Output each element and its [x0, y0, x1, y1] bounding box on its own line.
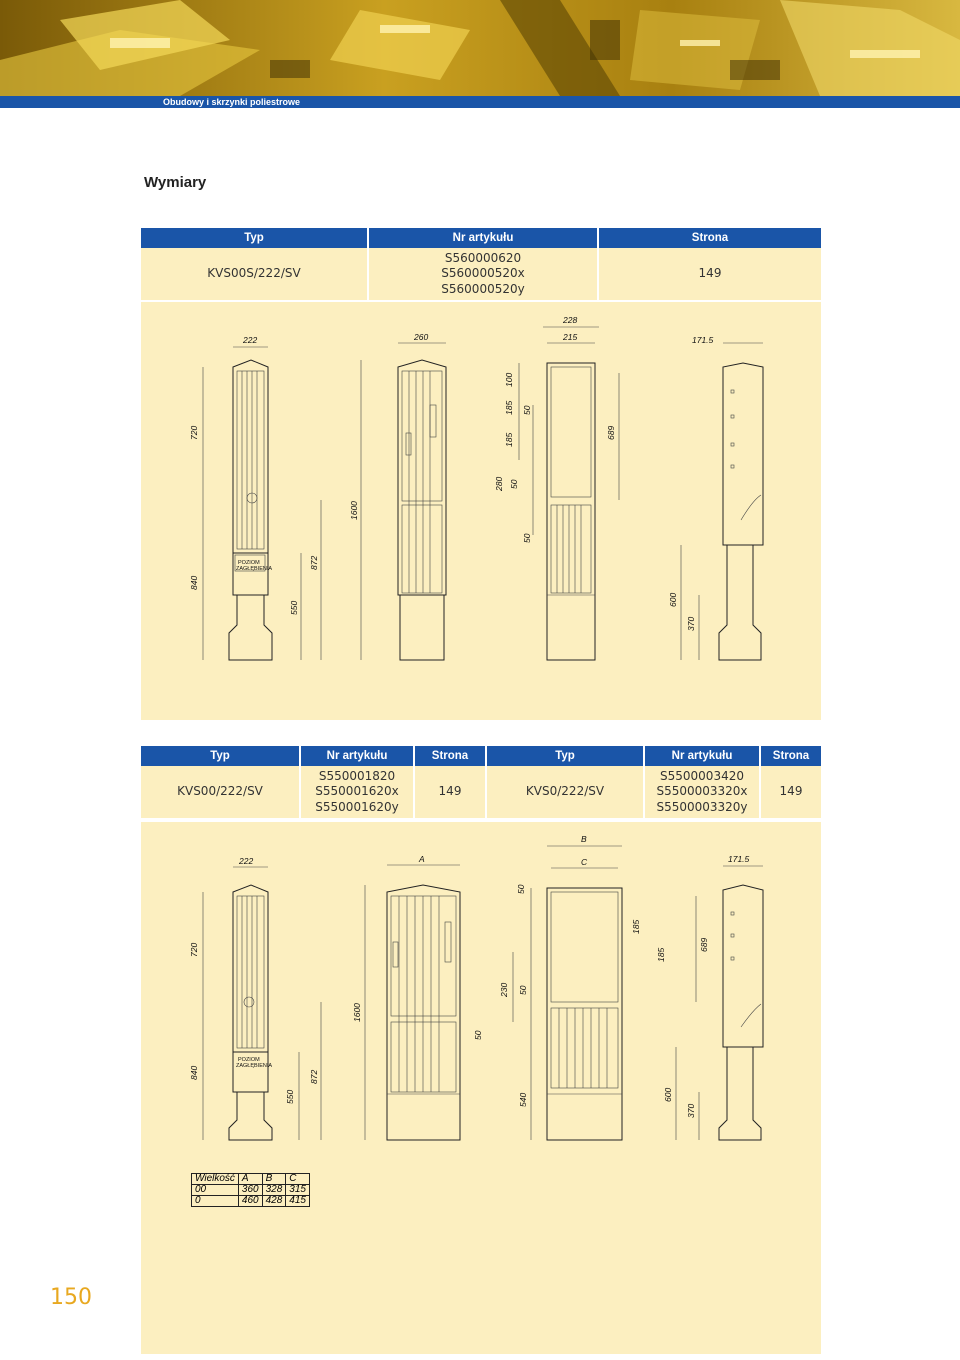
cell-typ: KVS0/222/SV [486, 766, 644, 819]
dim-label: 872 [309, 555, 319, 570]
dim-label: 185 [504, 432, 514, 447]
cell-articles [644, 766, 760, 819]
sizes-cell: 415 [286, 1196, 310, 1207]
dim-label: 540 [518, 1092, 528, 1107]
cabinet-front-view [229, 360, 272, 660]
cell-strona: 149 [414, 766, 486, 819]
col-header-nr-artykulu: Nr artykułu [300, 746, 414, 766]
sizes-table [191, 1173, 310, 1207]
label-line: ZAGŁĘBIENIA [236, 566, 273, 572]
dim-label: 50 [473, 1030, 483, 1040]
dim-label: 222 [243, 335, 258, 345]
cell-articles [368, 248, 598, 301]
technical-drawing-1 [141, 305, 821, 720]
spec-table-2 [141, 746, 821, 820]
label-line: POZIOM [238, 560, 260, 566]
dim-label: 840 [189, 1065, 199, 1080]
article-number: S560000620 [444, 250, 522, 265]
dim-label: 185 [656, 947, 666, 962]
cell-articles [300, 766, 414, 819]
cabinet-open-view [547, 888, 622, 1140]
label-line: POZIOM [238, 1057, 260, 1063]
dim-label: 720 [189, 942, 199, 957]
page-number: 150 [50, 1285, 92, 1310]
cell-strona: 149 [760, 766, 821, 819]
dim-label: 185 [631, 919, 641, 934]
col-header-strona: Strona [414, 746, 486, 766]
spec-table-1 [141, 228, 821, 302]
col-header-strona: Strona [598, 228, 821, 248]
col-header-nr-artykulu: Nr artykułu [644, 746, 760, 766]
cell-strona: 149 [598, 248, 821, 301]
sizes-cell: 328 [262, 1185, 286, 1196]
dim-label: 171.5 [692, 335, 714, 345]
dim-label: 1600 [349, 501, 359, 520]
sizes-header: Wielkość [192, 1174, 239, 1185]
sizes-header: A [238, 1174, 262, 1185]
dim-label: 550 [289, 600, 299, 615]
sizes-cell: 428 [262, 1196, 286, 1207]
dim-label: 280 [494, 476, 504, 491]
dim-label: 50 [522, 405, 532, 415]
col-header-typ: Typ [141, 746, 300, 766]
dim-label: 689 [699, 937, 709, 952]
sizes-header: C [286, 1174, 310, 1185]
header-photo-banner [0, 0, 960, 96]
dim-label: 370 [686, 1103, 696, 1118]
section-bar [0, 96, 960, 108]
dim-label: 50 [509, 479, 519, 489]
dim-label: C [581, 857, 588, 867]
dim-label: 50 [522, 533, 532, 543]
dim-label: 185 [504, 400, 514, 415]
dim-label: 689 [606, 425, 616, 440]
article-number: S550001620x [315, 784, 399, 799]
article-number: S550001820 [318, 768, 396, 783]
sizes-header: B [262, 1174, 286, 1185]
sizes-cell: 0 [192, 1196, 239, 1207]
dim-label: 840 [189, 575, 199, 590]
article-number: S5500003320x [656, 784, 748, 799]
dim-label: 720 [189, 425, 199, 440]
dim-label: 171.5 [728, 854, 750, 864]
sizes-cell: 460 [238, 1196, 262, 1207]
cell-typ: KVS00S/222/SV [141, 248, 368, 301]
cabinet-side-view [398, 360, 446, 660]
dim-label: 872 [309, 1069, 319, 1084]
dim-label: 600 [663, 1087, 673, 1102]
article-number: S5500003420 [660, 768, 744, 783]
col-header-typ: Typ [486, 746, 644, 766]
cabinet-profile-view [719, 885, 763, 1140]
article-number: S550001620y [315, 799, 399, 814]
dim-label: B [581, 834, 587, 844]
article-number: S560000520y [441, 281, 525, 296]
dim-label: 370 [686, 616, 696, 631]
col-header-typ: Typ [141, 228, 368, 248]
dim-label: 550 [285, 1089, 295, 1104]
dim-label: 222 [239, 856, 254, 866]
section-title: Obudowy i skrzynki poliestrowe [163, 97, 301, 107]
dim-label: 1600 [352, 1003, 362, 1022]
label-line: ZAGŁĘBIENIA [236, 1063, 273, 1069]
cabinet-profile-view [719, 363, 763, 660]
dim-label: 100 [504, 372, 514, 387]
article-number: S560000520x [441, 266, 525, 281]
dim-label: 600 [668, 592, 678, 607]
dim-label: A [419, 854, 425, 864]
technical-drawing-2 [141, 822, 821, 1162]
cell-typ: KVS00/222/SV [141, 766, 300, 819]
dim-label: 50 [518, 985, 528, 995]
sizes-cell: 360 [238, 1185, 262, 1196]
dim-label: 260 [414, 332, 429, 342]
col-header-nr-artykulu: Nr artykułu [368, 228, 598, 248]
dim-label: 230 [499, 982, 509, 997]
cabinet-open-view [547, 363, 595, 660]
sizes-cell: 00 [192, 1185, 239, 1196]
page-heading: Wymiary [144, 174, 207, 191]
cabinet-front-view [229, 885, 272, 1140]
col-header-strona: Strona [760, 746, 821, 766]
dim-label: 50 [516, 884, 526, 894]
sizes-cell: 315 [286, 1185, 310, 1196]
dim-label: 228 [563, 315, 578, 325]
cabinet-side-view [387, 885, 460, 1140]
dim-label: 215 [563, 332, 578, 342]
article-number: S5500003320y [656, 799, 748, 814]
